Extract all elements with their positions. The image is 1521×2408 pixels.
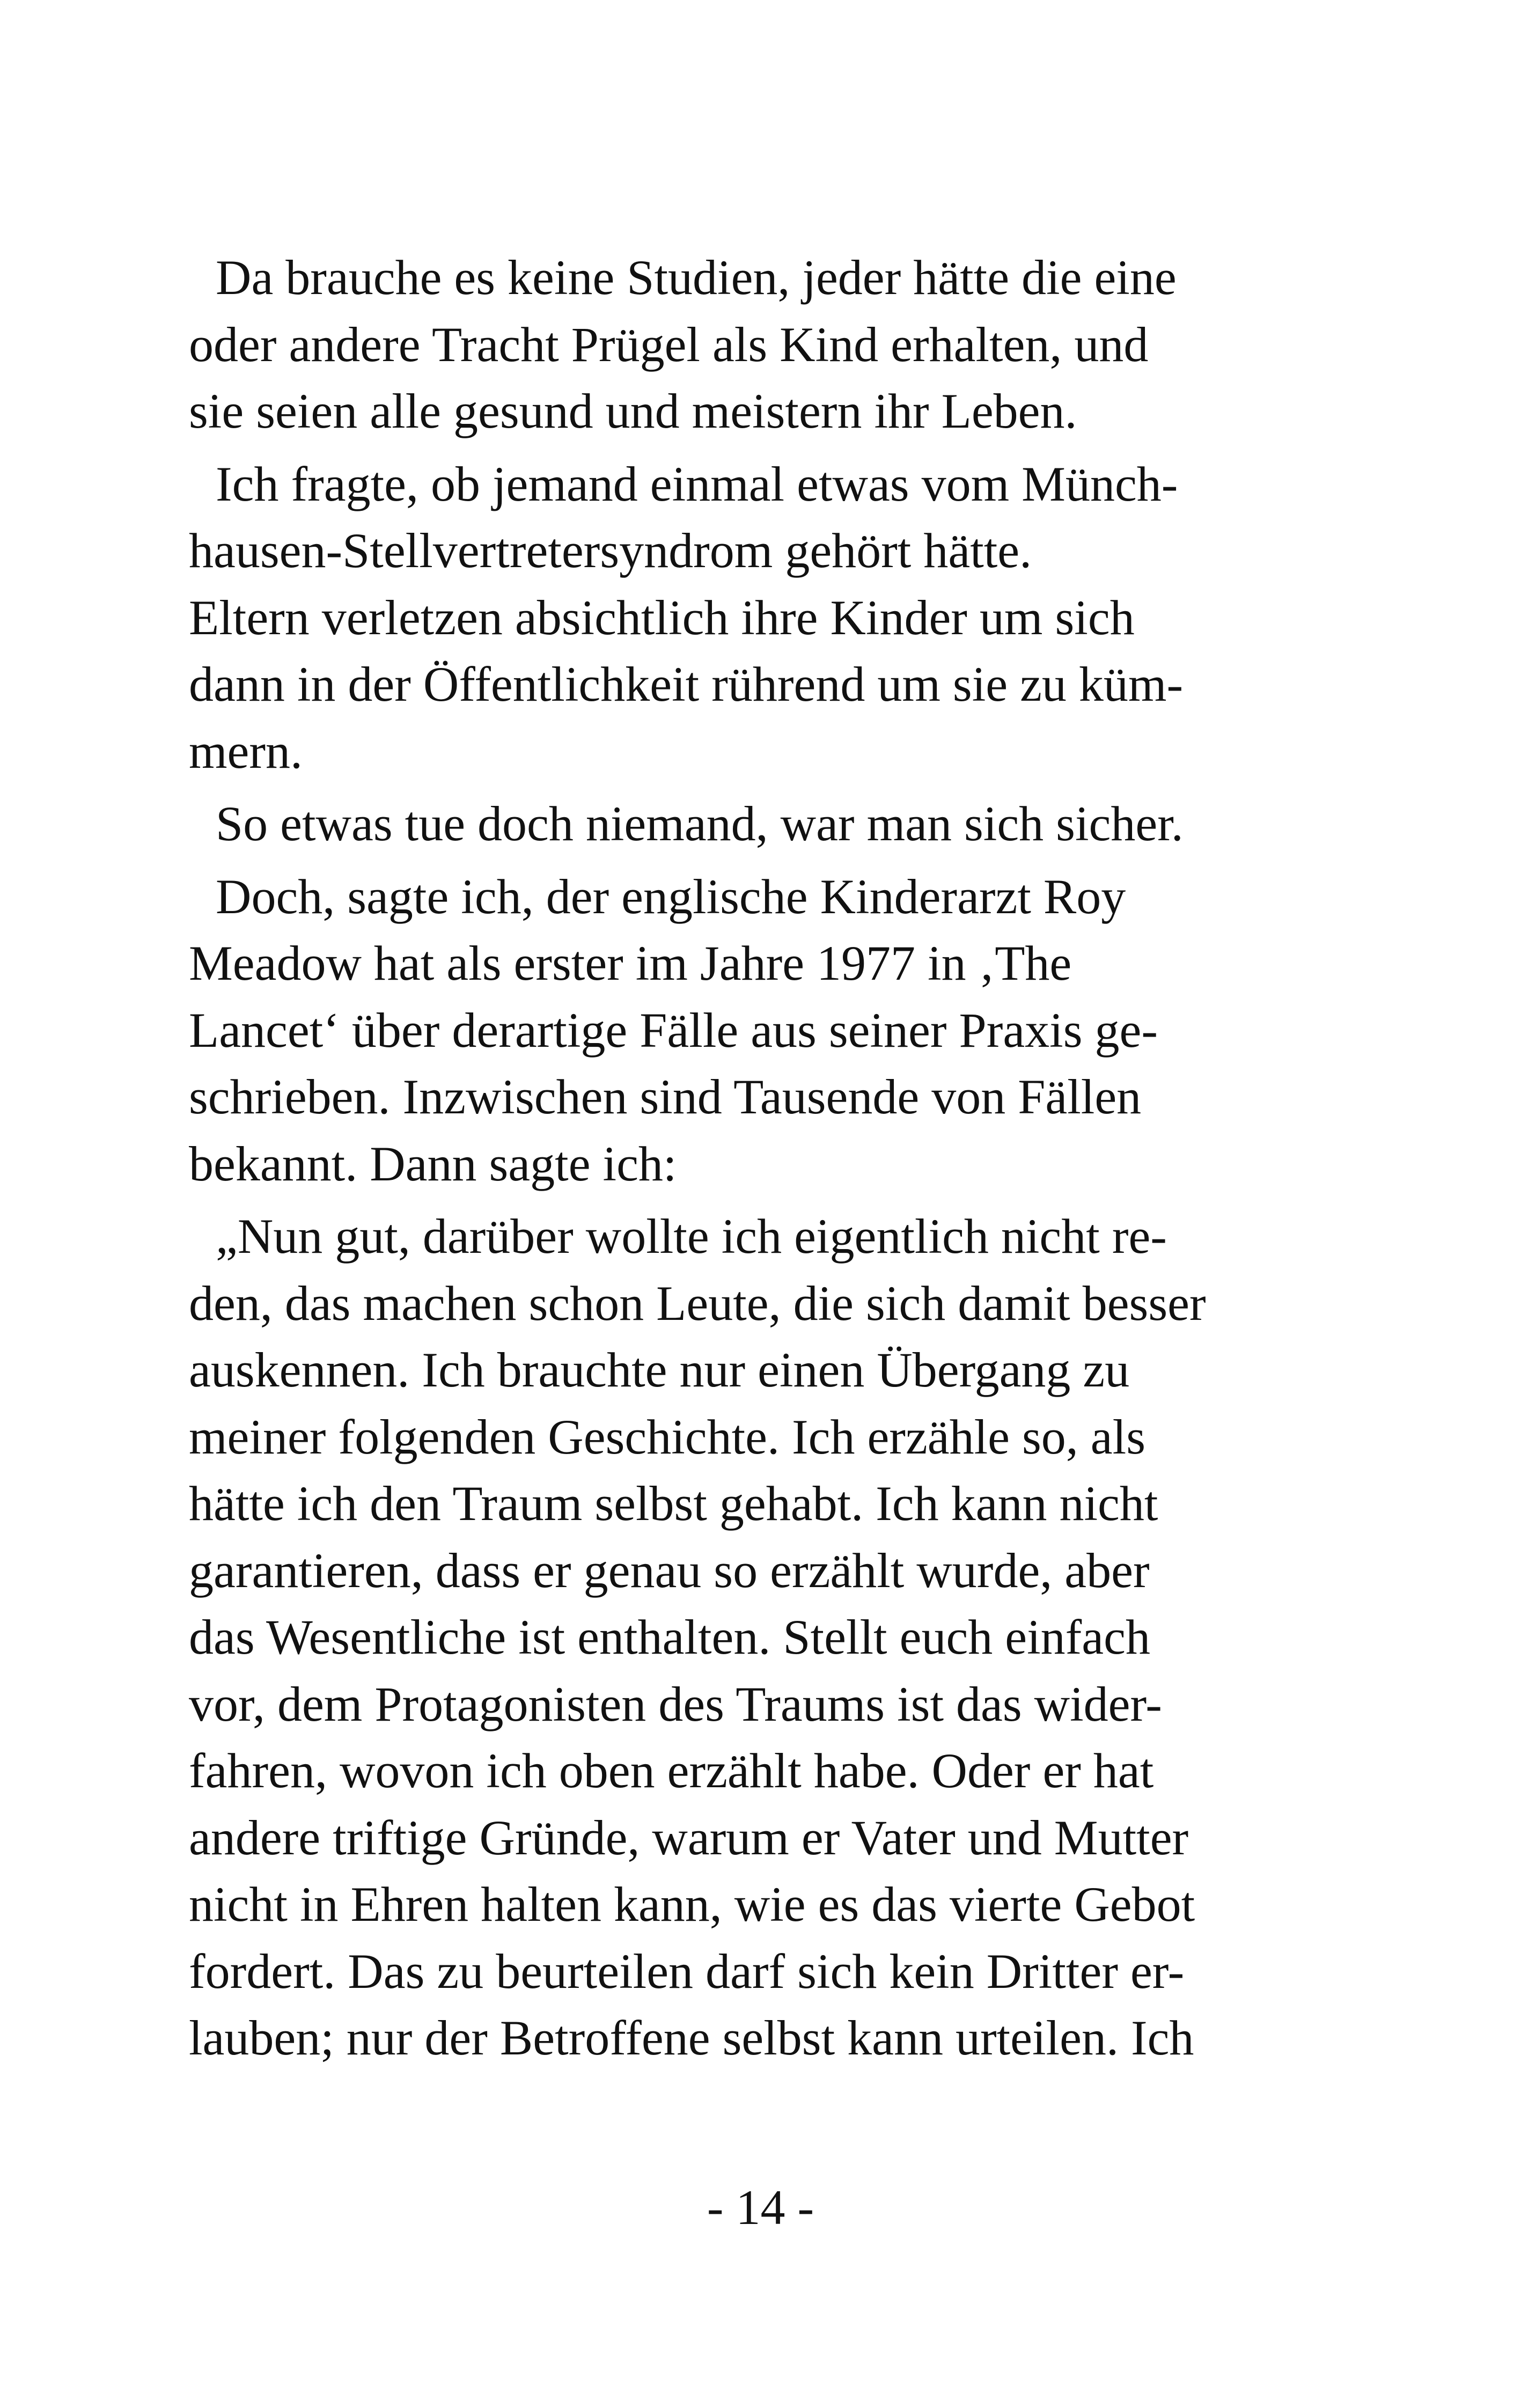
page-number: - 14 - [707, 2180, 814, 2235]
text-line: Da brauche es keine Studien, jeder hätte die eine [216, 250, 1177, 305]
text-line: fahren, wovon ich oben erzählt habe. Oder er hat [189, 1743, 1154, 1798]
text-line: „Nun gut, darüber wollte ich eigentlich nicht re- [216, 1209, 1167, 1264]
paragraph-4 [189, 863, 1326, 1198]
text-line: garantieren, dass er genau so erzählt wurde, aber [189, 1543, 1150, 1598]
text-line: fordert. Das zu beurteilen darf sich kein Dritter er- [189, 1943, 1185, 1999]
text-line: oder andere Tracht Prügel als Kind erhalten, und [189, 317, 1149, 372]
text-line: schrieben. Inzwischen sind Tausende von Fällen [189, 1069, 1142, 1124]
text-line: dann in der Öffentlichkeit rührend um sie zu küm- [189, 657, 1184, 711]
text-line: hätte ich den Traum selbst gehabt. Ich kann nicht [189, 1476, 1158, 1531]
text-line: meiner folgenden Geschichte. Ich erzähle so, als [189, 1409, 1145, 1464]
text-line: Eltern verletzen absichtlich ihre Kinder um sich [189, 590, 1135, 645]
text-line: vor, dem Protagonisten des Traums ist das wider- [189, 1676, 1162, 1731]
text-line: sie seien alle gesund und meistern ihr Leben. [189, 384, 1077, 438]
text-line: Meadow hat als erster im Jahre 1977 in ‚The [189, 936, 1072, 990]
text-line: den, das machen schon Leute, die sich damit besser [189, 1275, 1206, 1331]
text-line: hausen-Stellvertretersyndrom gehört hätte. [189, 523, 1032, 578]
text-line: Lancet‘ über derartige Fälle aus seiner Praxis ge- [189, 1002, 1158, 1058]
paragraph-3 [189, 790, 1326, 857]
text-line: Doch, sagte ich, der englische Kinderarzt Roy [216, 869, 1126, 924]
paragraph-5 [189, 1203, 1326, 2072]
paragraph-1 [189, 244, 1326, 445]
text-line: das Wesentliche ist enthalten. Stellt euch einfach [189, 1610, 1150, 1664]
text-line: bekannt. Dann sagte ich: [189, 1136, 677, 1191]
paragraph-2 [189, 451, 1326, 785]
text-line: lauben; nur der Betroffene selbst kann urteilen. Ich [189, 2010, 1194, 2065]
text-line: So etwas tue doch niemand, war man sich sicher. [216, 796, 1184, 851]
text-line: Ich fragte, ob jemand einmal etwas vom Münch- [216, 456, 1178, 511]
text-line: mern. [189, 723, 303, 779]
text-line: andere triftige Gründe, warum er Vater und Mutter [189, 1810, 1189, 1865]
text-line: nicht in Ehren halten kann, wie es das vierte Gebot [189, 1877, 1195, 1932]
body-text [189, 244, 1326, 2077]
text-line: auskennen. Ich brauchte nur einen Übergang zu [189, 1342, 1130, 1397]
